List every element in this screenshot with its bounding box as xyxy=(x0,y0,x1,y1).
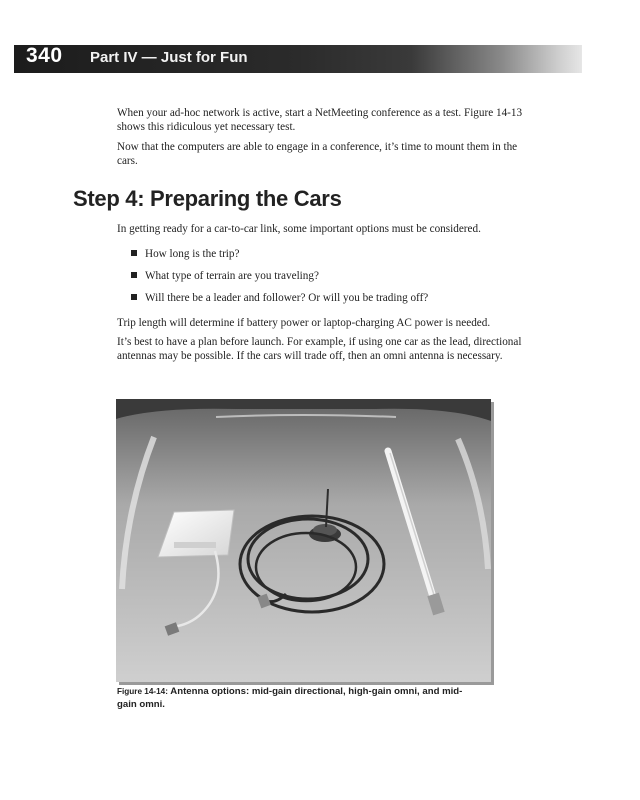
options-bullet-list xyxy=(131,247,428,313)
paragraph-trip-length: Trip length will determine if battery power or laptop-charging AC power is needed. xyxy=(117,317,491,329)
paragraph-mount-computers: Now that the computers are able to engage in a conference, it’s time to mount them in the cars. xyxy=(117,141,518,167)
paragraph-netmeeting-test: When your ad-hoc network is active, start a NetMeeting conference as a test. Figure 14-13 shows this ridiculous yet necessary test. xyxy=(117,107,523,133)
figure-label: Figure 14-14: xyxy=(117,687,168,696)
bullet-item: What type of terrain are you traveling? xyxy=(131,269,428,291)
paragraph-intro-options: In getting ready for a car-to-car link, some important options must be considered. xyxy=(117,223,481,235)
bullet-item: How long is the trip? xyxy=(131,247,428,269)
paragraph-plan-launch: It’s best to have a plan before launch. For example, if using one car as the lead, directional antennas may be possible. If the cars will trade off, then an omni antenna is necessary. xyxy=(117,336,522,362)
figure-caption-text: Antenna options: mid-gain directional, high-gain omni, and mid-gain omni. xyxy=(117,686,463,710)
page-number: 340 xyxy=(26,44,63,67)
figure-caption xyxy=(117,685,477,711)
part-label: Part IV — Just for Fun xyxy=(90,49,248,66)
section-heading: Step 4: Preparing the Cars xyxy=(73,186,342,211)
bullet-item: Will there be a leader and follower? Or will you be trading off? xyxy=(131,291,428,313)
antenna-photo-illustration xyxy=(116,399,491,682)
antenna-photo xyxy=(116,399,491,682)
